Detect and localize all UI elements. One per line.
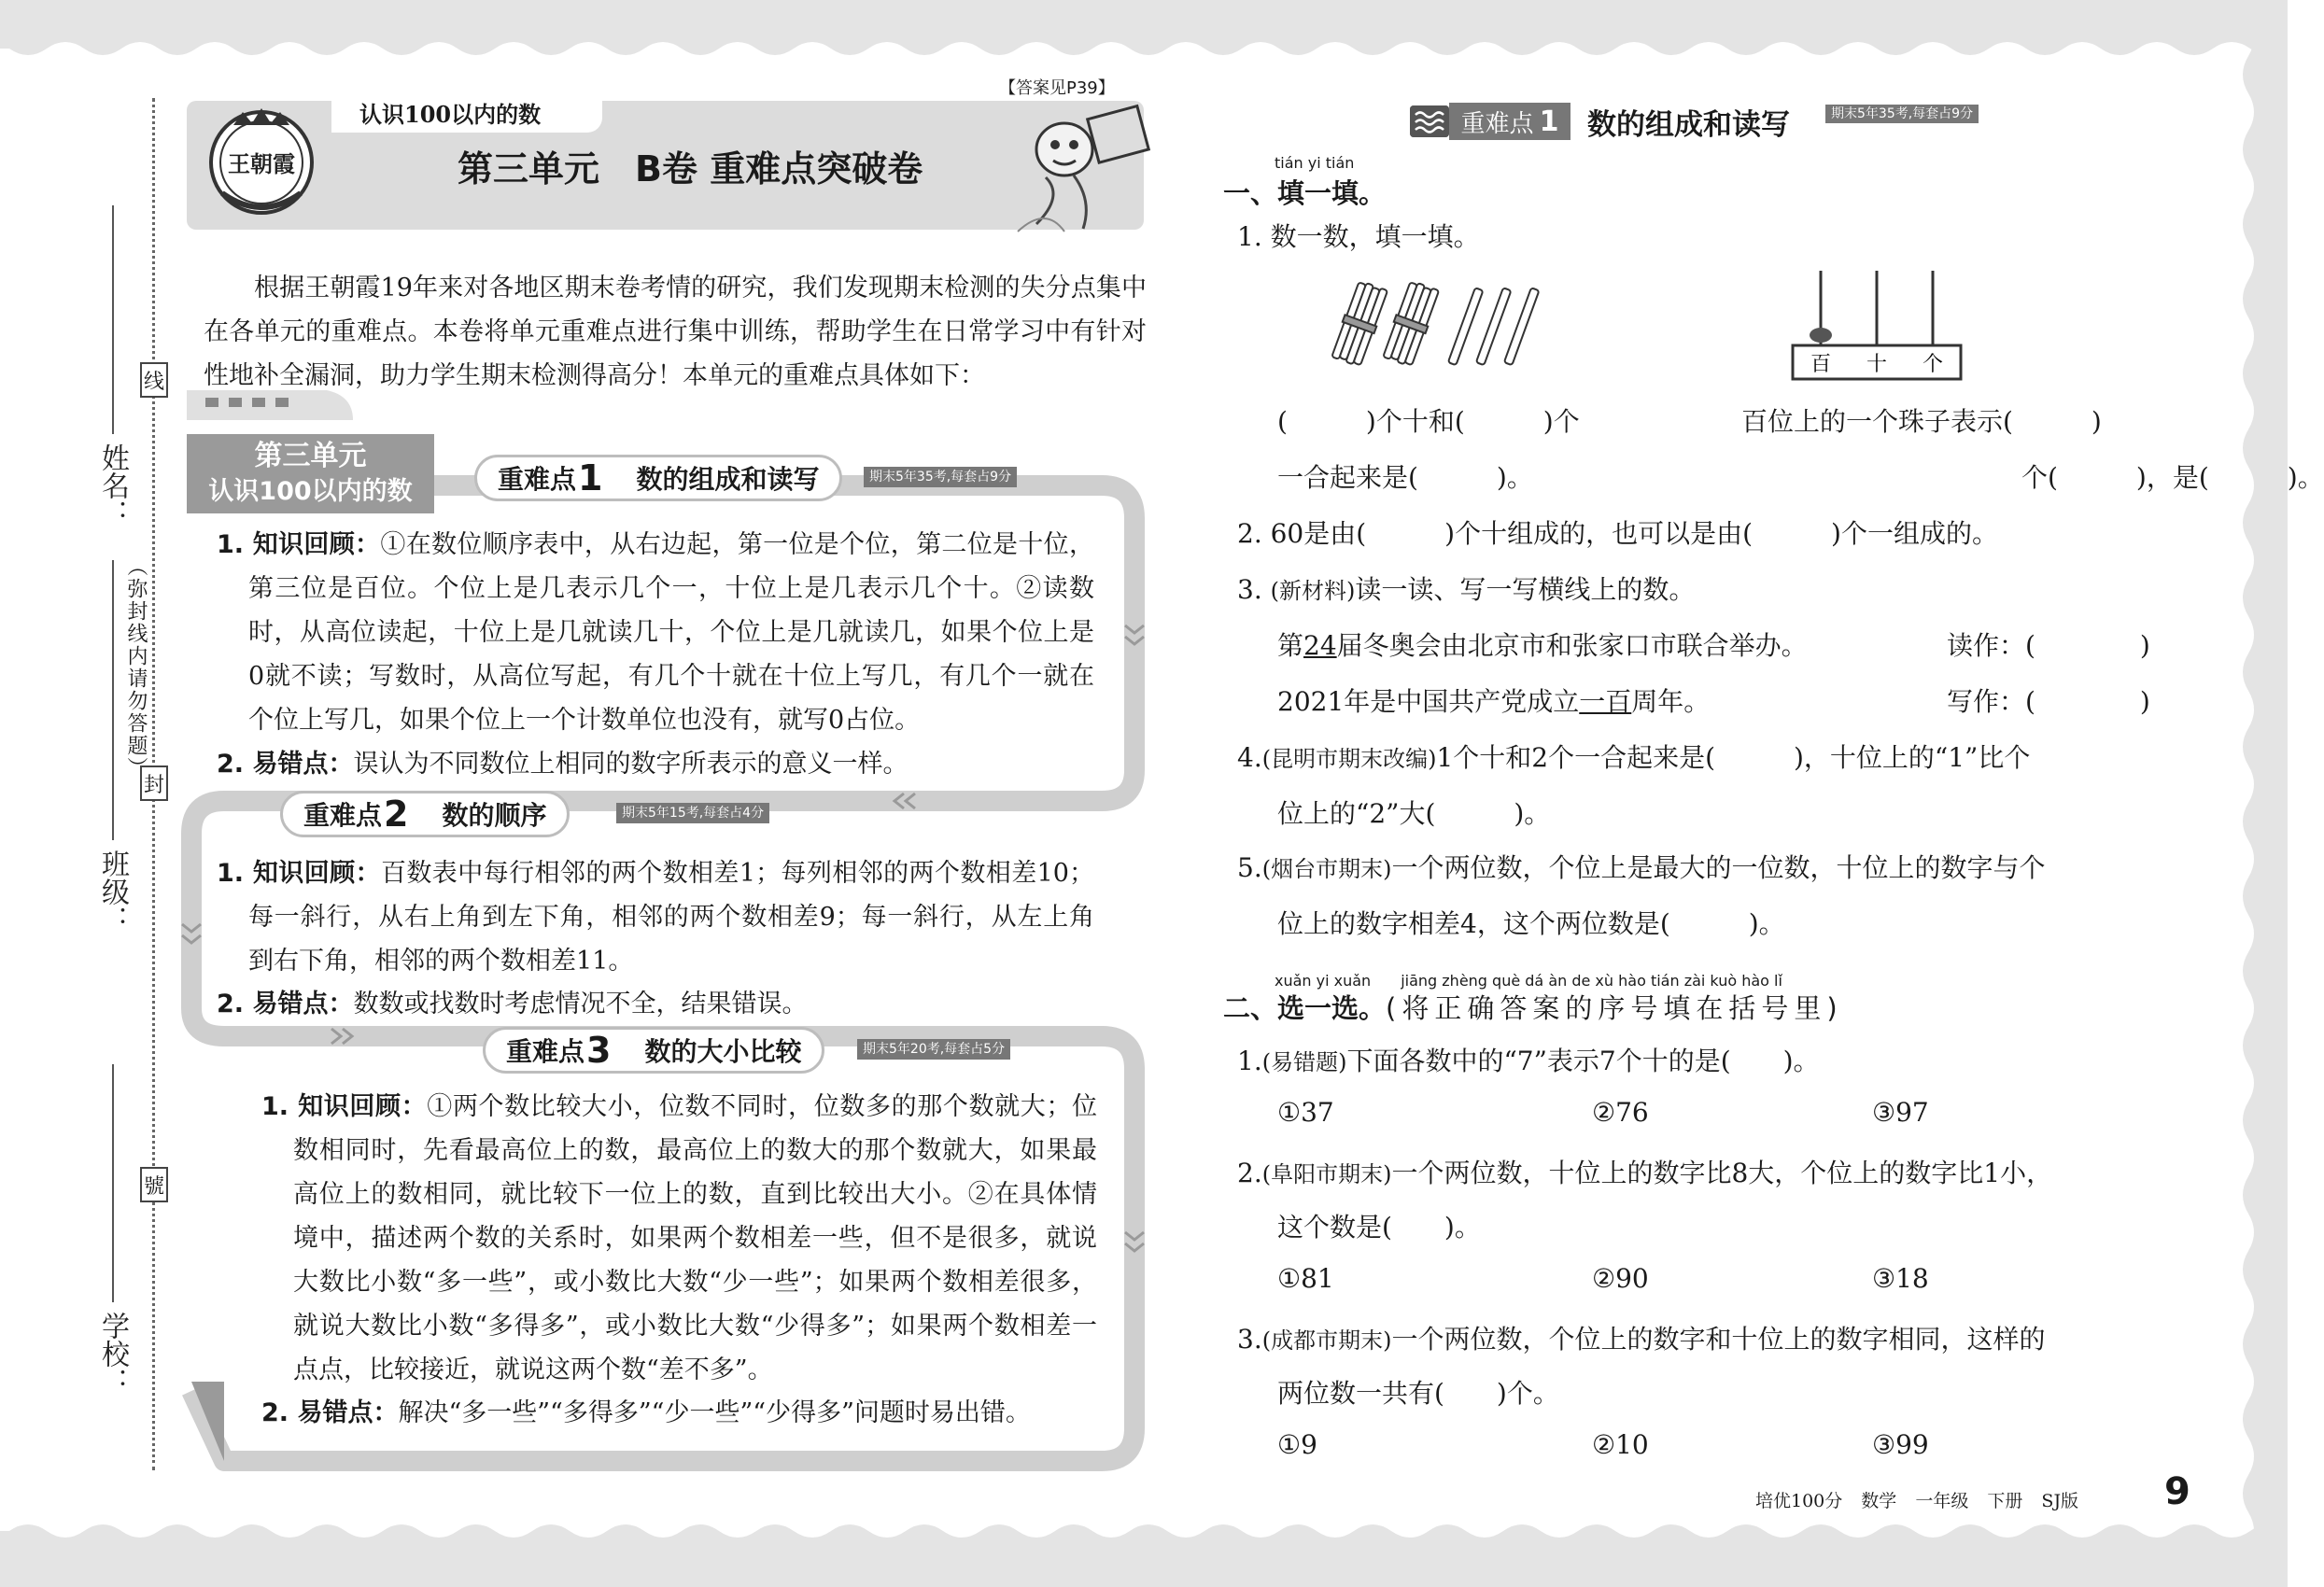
right-tag-prefix: 重难点 [1460, 109, 1534, 138]
c2[interactable] [1237, 1153, 2052, 1190]
key-point-2-prefix: 重难点 [303, 800, 383, 831]
q3-line2 [1277, 681, 1710, 719]
c2-option-1[interactable]: ①81 [1277, 1263, 1334, 1294]
class-label: 班级： [96, 850, 129, 934]
q1-stem: 1. 数一数，填一填。 [1237, 221, 1480, 252]
c3[interactable] [1237, 1319, 2045, 1356]
q5[interactable] [1237, 848, 2045, 885]
q5-num: 5. [1237, 852, 1262, 883]
section-2-pinyin: xuǎn yi xuǎn jiāng zhèng què dá àn de xù hào tián zài kuò hào lǐ [1275, 972, 1782, 990]
key-point-3-review [261, 1085, 1097, 1392]
q1-a-line1[interactable]: ( )个十和( )个 [1277, 406, 1580, 437]
kp3-error-label: 2. 易错点： [261, 1398, 399, 1427]
key-point-2-title: 数的顺序 [442, 800, 547, 831]
q4-source: (昆明市期末改编) [1261, 746, 1437, 772]
c3-source: (成都市期末) [1261, 1327, 1392, 1354]
kp1-review-text: ①在数位顺序表中，从右边起，第一位是个位，第二位是十位，第三位是百位。个位上是几表示几个一，十位上是几表示几个十。②读数时，从高位读起，十位上是几就读几十，个位上是几就读几，如果个位上是0就不读；写数时，从高位写起，有几个十就在十位上写几，有几个一就在个位上写几，如果个位上一个计数单位也没有，就写0占位。 [248, 530, 1095, 735]
key-point-1-title: 数的组成和读写 [636, 464, 820, 495]
kp3-review-label: 1. 知识回顾： [261, 1092, 428, 1121]
c3-line2[interactable]: 两位数一共有( )个。 [1277, 1378, 1559, 1409]
c3-text: 一个两位数，个位上的数字和十位上的数字相同，这样的 [1391, 1324, 2046, 1355]
q3-l2-post: 周年。 [1631, 686, 1711, 717]
key-point-1-prefix: 重难点 [498, 464, 577, 495]
page-title: 第三单元 B卷 重难点突破卷 [458, 148, 923, 190]
bundled-sticks-image [1331, 275, 1555, 378]
q3-l1-underline: 24 [1303, 630, 1337, 661]
footer-text: 培优100分 数学 一年级 下册 SJ版 [1755, 1491, 2079, 1511]
c1-option-1[interactable]: ①37 [1277, 1097, 1334, 1128]
kp1-review-label: 1. 知识回顾： [217, 530, 381, 559]
school-label: 学校： [96, 1312, 129, 1396]
q4[interactable] [1237, 737, 2030, 775]
c2-source: (阜阳市期末) [1261, 1161, 1392, 1187]
q4-line2[interactable]: 位上的“2”大( )。 [1277, 798, 1551, 829]
right-key-point-title: 数的组成和读写 [1587, 108, 1790, 142]
page-border-right [2232, 0, 2288, 1587]
unit-label-box [187, 434, 434, 513]
name-field-line[interactable] [112, 205, 114, 434]
q1-a-line2[interactable]: 一合起来是( )。 [1277, 462, 1533, 493]
page-border-top [0, 0, 2288, 75]
key-point-3-prefix: 重难点 [506, 1036, 585, 1067]
c1-option-3[interactable]: ③97 [1872, 1097, 1929, 1128]
kp2-review-label: 1. 知识回顾： [217, 859, 381, 888]
key-point-2-tab [280, 791, 570, 837]
q3-source: (新材料) [1270, 578, 1356, 604]
name-label: 姓名： [96, 443, 129, 527]
answer-reference: 【答案见P39】 [999, 78, 1115, 98]
svg-text:个: 个 [1922, 353, 1944, 376]
c3-option-3[interactable]: ③99 [1872, 1429, 1929, 1460]
kp2-error-label: 2. 易错点： [217, 990, 354, 1018]
key-point-3-tab [483, 1027, 824, 1074]
q3-num: 3. [1237, 574, 1262, 605]
svg-text:十: 十 [1866, 353, 1888, 376]
q3-l2-underline: 一百 [1579, 686, 1632, 717]
right-key-point-tag [1449, 103, 1570, 140]
key-point-1-tab [474, 455, 842, 501]
c2-option-3[interactable]: ③18 [1872, 1263, 1929, 1294]
school-field-line[interactable] [112, 1064, 114, 1302]
c2-line2[interactable]: 这个数是( )。 [1277, 1212, 1481, 1243]
right-tag-number: 1 [1539, 105, 1559, 138]
waves-icon [1410, 105, 1449, 137]
train-icon [187, 383, 355, 428]
q5-source: (烟台市期末) [1261, 856, 1392, 882]
q4-num: 4. [1237, 742, 1262, 773]
c1-source: (易错题) [1261, 1049, 1347, 1075]
intro-paragraph: 根据王朝霞19年来对各地区期末卷考情的研究，我们发现期末检测的失分点集中在各单元的重难点。本卷将单元重难点进行集中训练，帮助学生在日常学习中有针对性地补全漏洞，助力学生期末检测得高分！本单元的重难点具体如下： [204, 274, 1147, 390]
abacus-image [1783, 266, 1970, 383]
seal-mark: 封 [140, 765, 168, 801]
key-point-2-review [217, 851, 1094, 983]
key-point-2-stat: 期末5年15考,每套占4分 [616, 803, 769, 823]
q3-answer1[interactable]: 读作：( ) [1947, 630, 2150, 661]
section-1-title: 一、填一填。 [1223, 177, 1387, 209]
q4-text: 1个十和2个一合起来是( )，十位上的“1”比个 [1436, 742, 2031, 773]
key-point-1-review [217, 523, 1094, 742]
unit-line2: 认识100以内的数 [208, 477, 413, 506]
c1-option-2[interactable]: ②76 [1592, 1097, 1649, 1128]
c1-num: 1. [1237, 1046, 1262, 1076]
section-2-title [1223, 988, 1843, 1026]
q1-b-line2[interactable]: 个( )，是( )。 [2021, 462, 2324, 493]
c2-text: 一个两位数，十位上的数字比8大，个位上的数字比1小， [1391, 1158, 2053, 1188]
c1-text: 下面各数中的“7”表示7个十的是( )。 [1346, 1046, 1820, 1076]
right-key-point-stat: 期末5年35考,每套占9分 [1825, 105, 1979, 123]
key-point-1-number: 1 [578, 457, 603, 499]
q3-line1 [1277, 625, 1808, 663]
key-point-2-number: 2 [384, 794, 409, 835]
q3-l2-pre: 2021年是中国共产党成立 [1277, 686, 1580, 717]
c3-num: 3. [1237, 1324, 1262, 1355]
q3-stem-text: 读一读、写一写横线上的数。 [1355, 574, 1696, 605]
q3-stem [1237, 569, 1695, 607]
key-point-3-title: 数的大小比较 [644, 1036, 802, 1067]
q5-text: 一个两位数，个位上是最大的一位数，十位上的数字与个 [1391, 852, 2046, 883]
kp2-error-text: 数数或找数时考虑情况不全，结果错误。 [353, 990, 808, 1018]
kp1-error-label: 2. 易错点： [217, 750, 354, 779]
c3-option-2[interactable]: ②10 [1592, 1429, 1649, 1460]
unit-line1: 第三单元 [254, 440, 367, 472]
c2-num: 2. [1237, 1158, 1262, 1188]
q3-l1-post: 届冬奥会由北京市和张家口市联合举办。 [1336, 630, 1808, 661]
key-point-3-stat: 期末5年20考,每套占5分 [857, 1039, 1010, 1060]
kp2-review-text: 百数表中每行相邻的两个数相差1；每列相邻的两个数相差10；每一斜行，从右上角到左下角，相邻的两个数相差9；每一斜行，从左上角到右下角，相邻的两个数相差11。 [248, 859, 1094, 976]
class-field-line[interactable] [112, 560, 114, 840]
mascot-illustration [1008, 93, 1158, 233]
section-1-pinyin: tián yi tián [1275, 154, 1355, 172]
line-mark: 线 [140, 362, 168, 398]
svg-text:王朝霞: 王朝霞 [228, 150, 295, 177]
banner-subtitle: 认识100以内的数 [359, 101, 542, 128]
c3-option-1[interactable]: ①9 [1277, 1429, 1317, 1460]
kp1-error-text: 误认为不同数位上相同的数字所表示的意义一样。 [353, 750, 908, 779]
c1[interactable] [1237, 1041, 1820, 1078]
page-border-bottom [0, 1503, 2288, 1587]
q1-b-line1[interactable]: 百位上的一个珠子表示( ) [1741, 406, 2102, 437]
brand-seal-logo [205, 105, 317, 217]
key-point-1-stat: 期末5年35考,每套占9分 [864, 467, 1017, 487]
binding-note: （弥封线内请勿答题） [124, 555, 148, 779]
key-point-3-error [261, 1391, 1097, 1435]
key-point-3-number: 3 [586, 1030, 612, 1071]
q2[interactable]: 2. 60是由( )个十组成的，也可以是由( )个一组成的。 [1237, 518, 1998, 549]
kp3-review-text: ①两个数比较大小，位数不同时，位数多的那个数就大；位数相同时，先看最高位上的数，最高位上的数大的那个数就大，如果最高位上的数相同，就比较下一位上的数，直到比较出大小。②在具体情境中，描述两个数的关系时，如果两个数相差一些，但不是很多，就说大数比小数“多一些”，或小数比大数“少一些”；如果两个数相差很多，就说大数比小数“多得多”，或小数比大数“少得多”；如果两个数相差一点点，比较接近，就说这两个数“差不多”。 [293, 1092, 1097, 1384]
c2-option-2[interactable]: ②90 [1592, 1263, 1649, 1294]
q3-l1-pre: 第 [1277, 630, 1304, 661]
q3-answer2[interactable]: 写作：( ) [1947, 686, 2150, 717]
q5-line2[interactable]: 位上的数字相差4，这个两位数是( )。 [1277, 908, 1785, 939]
page-number: 9 [2164, 1470, 2190, 1513]
key-point-2-error [217, 982, 1094, 1026]
section-2-note: (将正确答案的序号填在括号里) [1386, 992, 1843, 1024]
section-2-title-text: 二、选一选。 [1223, 992, 1387, 1024]
id-mark: 號 [140, 1167, 168, 1202]
kp3-error-text: 解决“多一些”“多得多”“少一些”“少得多”问题时易出错。 [398, 1398, 1031, 1427]
svg-text:百: 百 [1810, 353, 1832, 376]
key-point-1-error [217, 742, 1094, 786]
